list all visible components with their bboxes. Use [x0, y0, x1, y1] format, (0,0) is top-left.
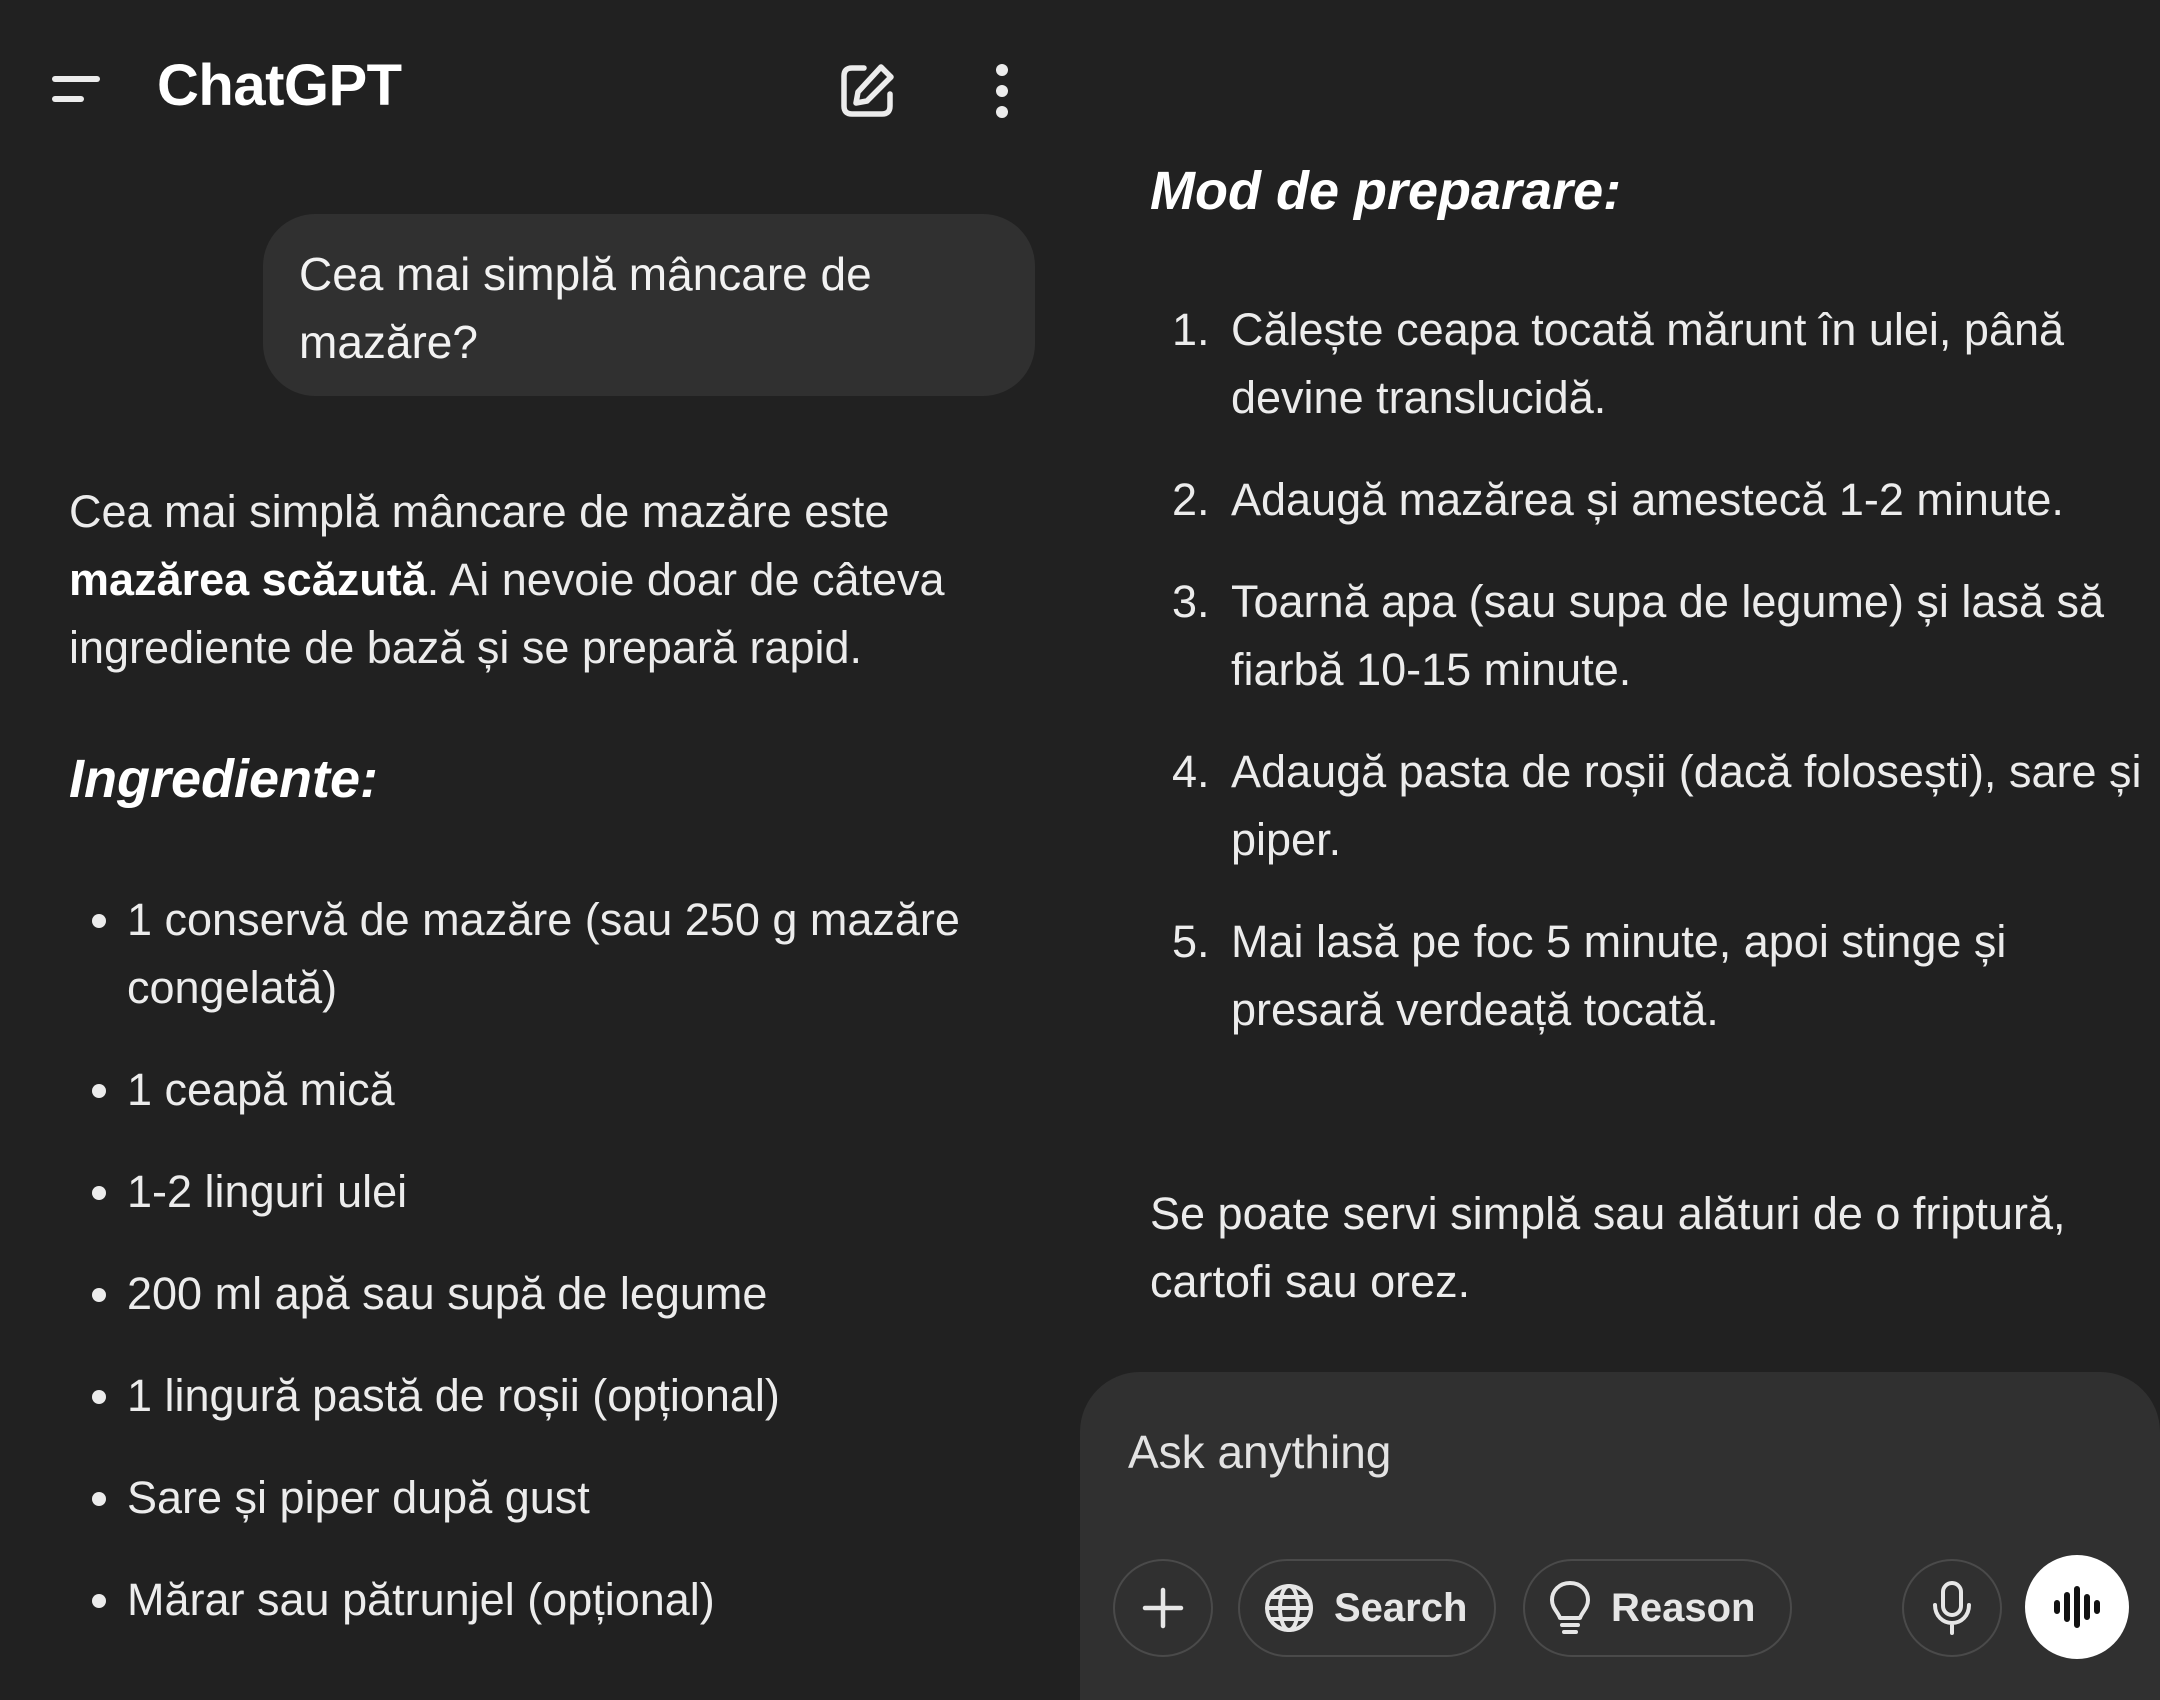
message-input[interactable] [1126, 1416, 2110, 1488]
ingredients-list [69, 886, 1029, 1668]
voice-mode-button[interactable] [2025, 1555, 2129, 1659]
list-item [1150, 466, 2150, 534]
new-chat-button[interactable] [834, 58, 900, 124]
ingredient-text: 1 lingură pastă de roșii (opțional) [127, 1370, 780, 1421]
reason-button[interactable] [1523, 1559, 1792, 1657]
add-attachment-button[interactable] [1113, 1559, 1213, 1657]
list-item [69, 1158, 1029, 1226]
list-item [69, 1566, 1029, 1634]
list-item [1150, 296, 2150, 432]
reason-label: Reason [1611, 1585, 1756, 1630]
assistant-intro-text [69, 478, 1029, 682]
step-number: 5. [1172, 916, 1210, 967]
dictate-button[interactable] [1902, 1559, 2002, 1657]
step-number: 4. [1172, 746, 1210, 797]
voice-waveform-icon [2051, 1585, 2103, 1629]
list-item [69, 1362, 1029, 1430]
step-text: Toarnă apa (sau supa de legume) și lasă să fiarbă 10-15 minute. [1231, 576, 2105, 695]
list-item [69, 1260, 1029, 1328]
step-number: 3. [1172, 576, 1210, 627]
lightbulb-icon [1547, 1579, 1593, 1637]
preparation-steps-list [1150, 296, 2150, 1078]
ingredient-text: 200 ml apă sau supă de legume [127, 1268, 768, 1319]
top-bar [0, 0, 1080, 180]
step-text: Adaugă mazărea și amestecă 1-2 minute. [1231, 474, 2064, 525]
ingredient-text: 1-2 linguri ulei [127, 1166, 408, 1217]
step-number: 2. [1172, 474, 1210, 525]
message-composer [1080, 1372, 2160, 1700]
list-item [69, 886, 1029, 1022]
search-button[interactable] [1238, 1559, 1496, 1657]
list-item [1150, 568, 2150, 704]
ingredient-text: Sare și piper după gust [127, 1472, 590, 1523]
new-chat-edit-icon [834, 58, 900, 124]
user-message-bubble: Cea mai simplă mâncare de mazăre? [263, 214, 1035, 396]
ingredients-heading: Ingrediente: [69, 749, 379, 809]
preparation-heading: Mod de preparare: [1150, 161, 1622, 221]
list-item [1150, 738, 2150, 874]
ingredient-text: 1 conservă de mazăre (sau 250 g mazăre congelată) [127, 894, 960, 1013]
closing-text: Se poate servi simplă sau alături de o friptură, cartofi sau orez. [1150, 1188, 2066, 1307]
search-label: Search [1334, 1585, 1468, 1630]
list-item [69, 1464, 1029, 1532]
plus-icon [1140, 1585, 1186, 1631]
intro-text-start: Cea mai simplă mâncare de mazăre este [69, 486, 890, 537]
intro-text-end: . Ai nevoie doar de câteva ingrediente de bază și se prepară rapid. [69, 554, 945, 673]
step-text: Mai lasă pe foc 5 minute, apoi stinge și presară verdeață tocată. [1231, 916, 2007, 1035]
list-item [69, 1056, 1029, 1124]
step-text: Călește ceapa tocată mărunt în ulei, până devine translucidă. [1231, 304, 2065, 423]
intro-bold-text: mazărea scăzută [69, 554, 427, 605]
globe-icon [1262, 1581, 1316, 1635]
step-number: 1. [1172, 304, 1210, 355]
microphone-icon [1930, 1580, 1974, 1636]
ingredient-text: Mărar sau pătrunjel (opțional) [127, 1574, 715, 1625]
more-options-button[interactable] [982, 56, 1022, 126]
ingredient-text: 1 ceapă mică [127, 1064, 395, 1115]
list-item [1150, 908, 2150, 1044]
step-text: Adaugă pasta de roșii (dacă folosești), sare și piper. [1231, 746, 2142, 865]
app-title: ChatGPT [157, 53, 402, 118]
hamburger-menu-icon[interactable] [46, 70, 112, 110]
